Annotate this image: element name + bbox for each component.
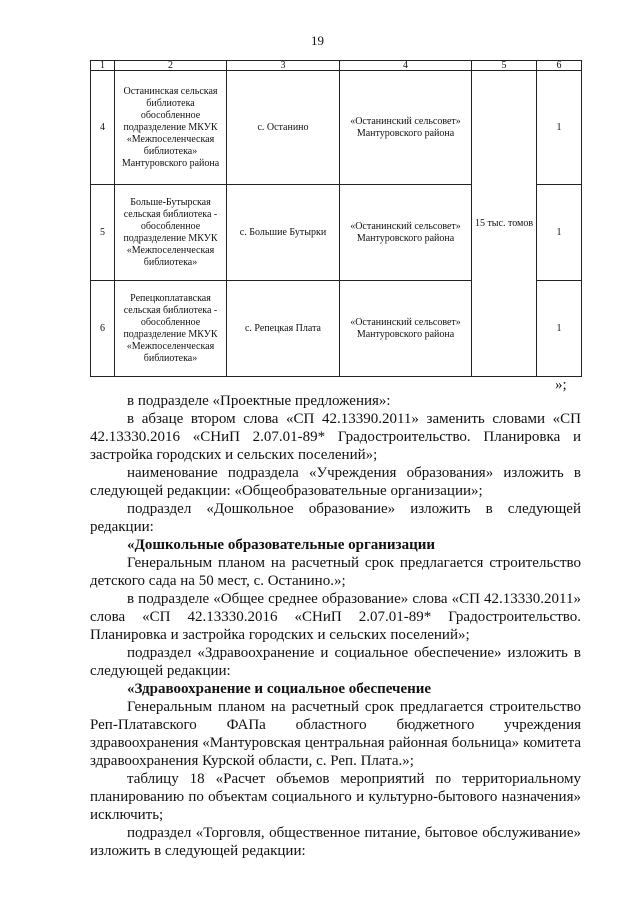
paragraph: подраздел «Торговля, общественное питание, бытовое обслуживание» изложить в следующей редакции: [90,825,581,859]
row-number: 6 [91,281,115,377]
library-fund: 15 тыс. томов [472,71,537,377]
paragraph: подраздел «Здравоохранение и социальное обеспечение» изложить в следующей редакции: [90,645,581,679]
paragraph: в подразделе «Общее среднее образование» слова «СП 42.13330.2011» слова «СП 42.13330.2016 «СНиП 2.07.01-89* Градостроительство. Планировка и застройка городских и сельских поселений»; [90,591,581,643]
library-name: Больше-Бутырская сельская библиотека - обособленное подразделение МКУК «Межпоселенческая библиотека» [115,185,227,281]
section-heading: «Здравоохранение и социальное обеспечение [127,681,432,697]
column-header: 5 [472,61,537,71]
library-count: 1 [537,185,582,281]
library-name: Останинская сельская библиотека обособленное подразделение МКУК «Межпоселенческая библиотека» Мантуровского района [115,71,227,185]
row-number: 5 [91,185,115,281]
column-header: 2 [115,61,227,71]
library-count: 1 [537,71,582,185]
paragraph: Генеральным планом на расчетный срок предлагается строительство Реп-Платавского ФАПа областного бюджетного учреждения здравоохранения «Мантуровская центральная районная больница» комитета здравоохранения Курской области, с. Реп. Плата.»; [90,699,581,769]
paragraph: Генеральным планом на расчетный срок предлагается строительство детского сада на 50 мест, с. Останино.»; [90,555,581,589]
library-admin: «Останинский сельсовет» Мантуровского района [340,281,472,377]
section-heading: «Дошкольные образовательные организации [127,537,435,553]
library-location: с. Большие Бутырки [227,185,340,281]
column-header: 4 [340,61,472,71]
column-header: 3 [227,61,340,71]
paragraph: наименование подраздела «Учреждения образования» изложить в следующей редакции: «Общеобразовательные организации»; [90,465,581,499]
page-number: 19 [311,33,324,48]
row-number: 4 [91,71,115,185]
library-name: Репецкоплатавская сельская библиотека - обособленное подразделение МКУК «Межпоселенческая библиотека» [115,281,227,377]
paragraph: в подразделе «Проектные предложения»: [127,393,391,409]
table-header-row [91,61,582,71]
table-row [91,71,582,185]
paragraph: в абзаце втором слова «СП 42.13390.2011» заменить словами «СП 42.13330.2016 «СНиП 2.07.01-89* Градостроительство. Планировка и застройка городских и сельских поселений»; [90,411,581,463]
column-header: 6 [537,61,582,71]
libraries-table [90,60,582,377]
library-location: с. Останино [227,71,340,185]
table-closing-mark: »; [555,377,567,393]
library-location: с. Репецкая Плата [227,281,340,377]
paragraph: подраздел «Дошкольное образование» изложить в следующей редакции: [90,501,581,535]
document-body [90,392,581,860]
library-count: 1 [537,281,582,377]
library-admin: «Останинский сельсовет» Мантуровского района [340,185,472,281]
paragraph: таблицу 18 «Расчет объемов мероприятий по территориальному планированию по объектам социального и культурно-бытового назначения» исключить; [90,771,581,823]
library-admin: «Останинский сельсовет» Мантуровского района [340,71,472,185]
column-header: 1 [91,61,115,71]
